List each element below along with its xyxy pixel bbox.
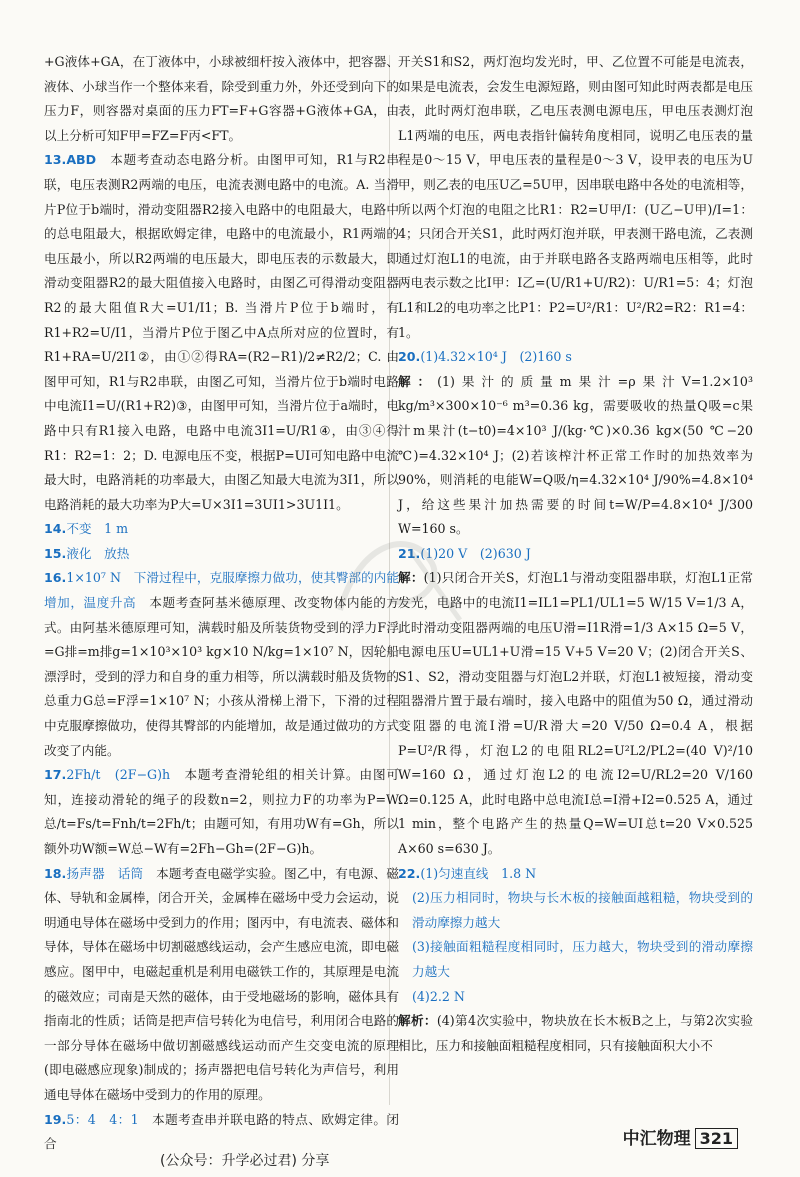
item-text: 本题考查滑轮组的相关计算。由图可知，连接动滑轮的绳子的段数n=2，则拉力F的功率为P=W总/t=Fs/t=Fnh/t=2Fh/t；由题可知，有用功W有=Gh，所以额外功W额=W总−W有=2Fh−Gh=(2F−G)h。 [44,767,400,856]
item-number: 21. [398,545,421,561]
footer-note: (公众号：升学必过君) 分享 [160,1153,330,1169]
solution-label: 解： [398,570,424,586]
item-answer: 不变 1 m [66,521,129,537]
watermark-logo [320,520,480,640]
item-text: (1)只闭合开关S，灯泡L1与滑动变阻器串联，灯泡L1正常发光，电路中的电流I1=IL1=PL1/UL1=5 W/15 V=1/3 A，此时滑动变阻器两端的电压U滑=I1R滑=1/3 A×15 Ω=5 V，电源电压U=UL1+U滑=15 V+5 V=20 V；(2)闭合开关S、S1、S2，滑动变阻器与灯泡L2并联，灯泡L1被短接，滑动变阻器滑片置于最右端时，接入电路中的阻值为50 Ω，通过滑动变阻器的电流I滑=U/R滑大=20 V/50 Ω=0.4 A，根据P=U²/R得，灯泡L2的电阻RL2=U²L2/PL2=(40 V)²/10 W=160 Ω，通过灯泡L2的电流I2=U/RL2=20 V/160 Ω=0.125 A，此时电路中总电流I总=I滑+I2=0.525 A，通过1 min，整个电路产生的热量Q=W=UI总t=20 V×0.525 A×60 s=630 J。 [398,570,754,856]
answer-22-part2 [398,886,753,935]
item-number: 17. [44,767,67,783]
answer-17 [44,763,399,861]
item-answer: (1)20 V (2)630 J [420,545,531,561]
item-number: 13. [44,152,67,168]
answer-13 [44,148,399,517]
item-answer: (3)接触面粗糙程度相同时，压力越大，物块受到的滑动摩擦力越大 [412,939,753,979]
text-block-p1 [44,50,399,148]
item-text: 本题考查串并联电路的特点、欧姆定律。闭合 [44,1111,399,1152]
item-answer: 2Fh/t (2F−G)h [66,767,171,783]
item-text: 本题考查阿基米德原理、改变物体内能的方式。由阿基米德原理可知，满载时船及所装货物受到的浮力F浮=G排=m排g=1×10³×10³ kg×10 N/kg=1×10⁷ N，因轮船漂浮时，受到的浮力和自身的重力相等，所以满载时船及货物的总重力G总=F浮=1×10⁷ N；小孩从滑梯上滑下，下滑的过程中克服摩擦做功，使得其臀部的内能增加，故是通过做功的方式改变了内能。 [44,595,400,758]
item-answer: 液化 放热 [66,545,130,561]
answer-22-part3 [398,935,753,984]
answer-22 [398,862,753,887]
item-answer: (1)4.32×10⁴ J (2)160 s [420,349,572,365]
answer-18 [44,862,399,1108]
solution-label: 解析： [398,1013,437,1029]
item-text: (4)第4次实验中，物块放在长木板B之上，与第2次实验相比，压力和接触面粗糙程度相同，只有接触面积大小不 [398,1013,754,1053]
item-number: 18. [44,865,67,881]
item-answer: (4)2.2 N [412,988,465,1004]
item-number: 20. [398,349,421,365]
item-answer: ABD [66,152,97,168]
item-text: (1)果汁的质量m果汁=ρ果汁V=1.2×10³ kg/m³×300×10⁻⁶ m³=0.36 kg，需要吸收的热量Q吸=c果汁m果汁(t−t0)=4×10³ J/(kg·℃)×0.36 kg×(50 ℃−20 ℃)=4.32×10⁴ J；(2)若该榨汁杯正常工作时的加热效率为90%，则消耗的电能W=Q吸/η=4.32×10⁴ J/90%=4.8×10⁴ J，给这些果汁加热需要的时间t=W/P=4.8×10⁴ J/300 W=160 s。 [398,373,753,537]
item-number: 19. [44,1111,67,1127]
item-answer: 扬声器 话筒 [66,865,144,881]
answer-20 [398,345,753,370]
brand-name: 中汇物理 [622,1129,691,1149]
item-text: 本题考查电磁学实验。图乙中，有电源、磁体、导轨和金属棒，闭合开关，金属棒在磁场中受力会运动，说明通电导体在磁场中受到力的作用；图丙中，有电流表、磁体和导体，导体在磁场中切割磁感线运动，会产生感应电流，即电磁感应。图甲中，电磁起重机是利用电磁铁工作的，其原理是电流的磁效应；司南是天然的磁体，由于受地磁场的影响，磁体具有指南北的性质；话筒是把声信号转化为电信号，利用闭合电路的一部分导体在磁场中做切割磁感线运动而产生交变电流的原理(即电磁感应现象)制成的；扬声器把电信号转化为声信号，利用通电导体在磁场中受到力的作用的原理。 [44,865,400,1102]
item-answer: (2)压力相同时，物块与长木板的接触面越粗糙，物块受到的滑动摩擦力越大 [412,890,753,930]
answer-22-part4 [398,985,753,1010]
answer-19-continued [398,50,753,345]
item-answer: 1×10⁷ N 下滑过程中，克服摩擦力做功，使其臀部的内能增加，温度升高 [44,570,399,611]
solution-label: 解： [398,373,438,389]
item-answer: 5：4 4：1 [66,1111,139,1127]
item-text: 本题考查动态电路分析。由图甲可知，R1与R2串联，电压表测R2两端的电压，电流表测电路中的电流。A. 当滑片P位于b端时，滑动变阻器R2接入电路中的电阻最大，电路中的总电阻最大，根据欧姆定律，电路中的电流最小，R1两端的电压最小，所以R2两端的电压最大，即电压表的示数最大，即滑动变阻器R2的最大阻值接入电路时，由图乙可得滑动变阻器R2的最大阻值R大=U1/I1；B. 当滑片P位于b端时，有R1+R2=U/I1，当滑片P位于图乙中A点所对应的位置时，有R1+RA=U/2I1②，由①②得RA=(R2−R1)/2≠R2/2；C. 由图甲可知，R1与R2串联，由图乙可知，当滑片位于b端时电路中电流I1=U/(R1+R2)③，由图甲可知，当滑片位于a端时，电路中只有R1接入电路，电路中电流3I1=U/R1④，由③④得R1：R2=1：2；D. 电源电压不变，根据P=UI可知电路中电流最大时，电路消耗的功率最大，由图乙知最大电流为3I1，所以电路消耗的最大功率为P大=U×3I1=3UI1>3U1I1。 [44,152,400,512]
item-number: 16. [44,570,67,586]
item-text: +G液体+GA，在丁液体中，小球被细杆按入液体中，把容器、液体、小球当作一个整体来看，除受到重力外，外还受到向下的压力F，则容器对桌面的压力FT=F+G容器+G液体+GA，由以上分析可知F甲=FZ=F丙<FT。 [44,54,399,143]
solution-22 [398,1009,753,1058]
page-number: 321 [695,1128,738,1149]
item-number: 15. [44,545,67,561]
item-answer: (1)匀速直线 1.8 N [420,865,537,881]
solution-20 [398,370,753,542]
item-number: 22. [398,865,421,881]
item-text: 开关S1和S2，两灯泡均发光时，甲、乙位置不可能是电流表，如果是电流表，会发生电源短路，则由图可知此时两表都是电压表，此时两灯泡串联，乙电压表测电源电压，甲电压表测灯泡L1两端的电压，两电表指针偏转角度相同，说明乙电压表的量程是0～15 V，甲电压表的量程是0～3 V，设甲表的电压为U甲，则乙表的电压U乙=5U甲，因串联电路中各处的电流相等，所以两个灯泡的电阻之比R1：R2=U甲/I：(U乙−U甲)/I=1：4；只闭合开关S1，此时两灯泡并联，甲表测干路电流，乙表测通过灯泡L1的电流，由于并联电路各支路两端电压相等，此时两电表示数之比I甲：I乙=(U/R1+U/R2)：U/R1=5：4；灯泡L1和L2的电功率之比P1：P2=U²/R1：U²/R2=R2：R1=4：1。 [398,54,753,340]
item-number: 14. [44,521,67,537]
footer-brand [623,1124,738,1149]
